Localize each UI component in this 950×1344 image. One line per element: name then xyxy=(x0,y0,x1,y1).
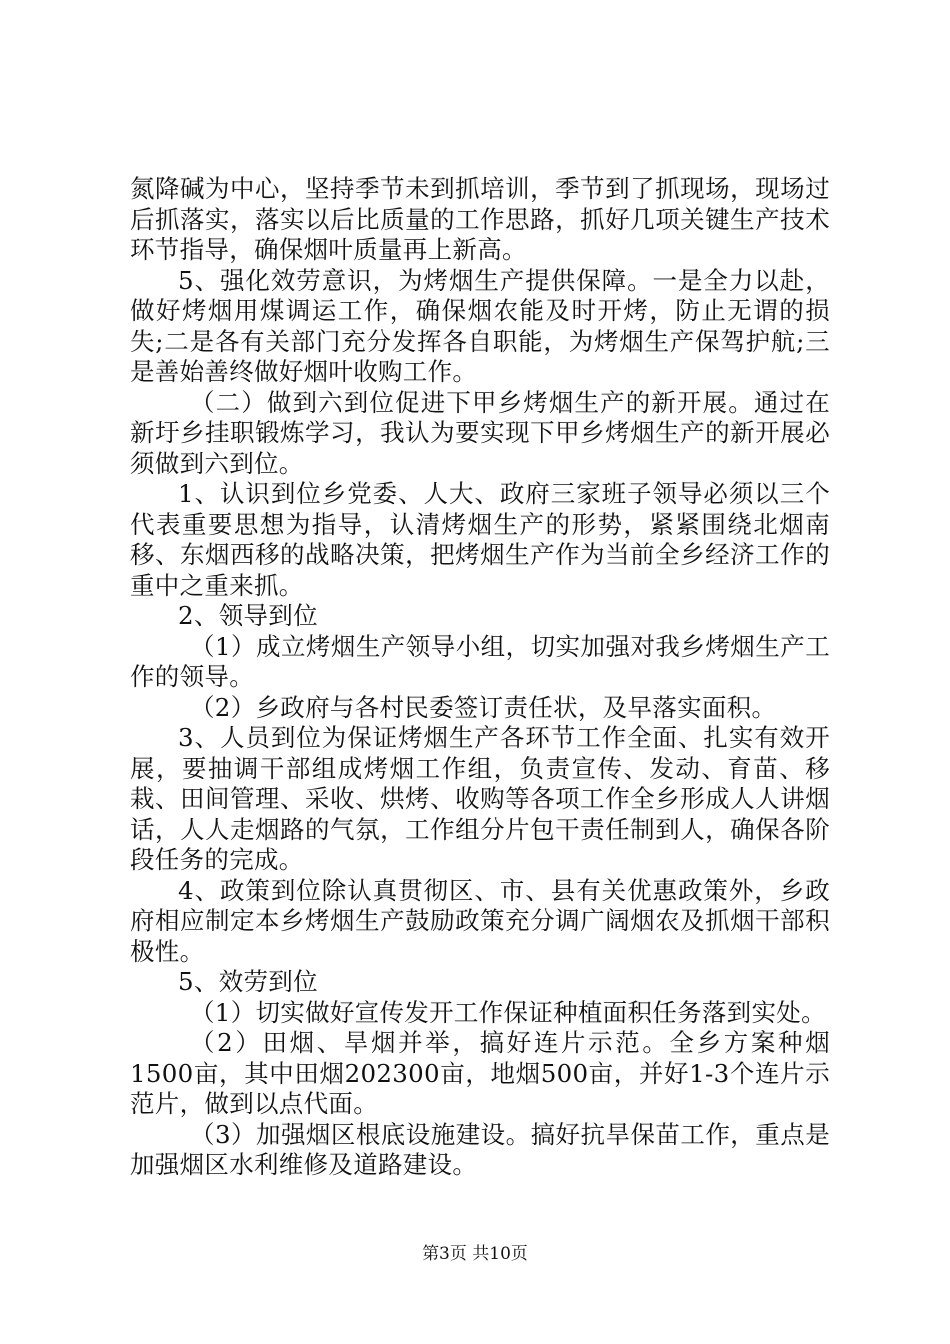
paragraph: （3）加强烟区根底设施建设。搞好抗旱保苗工作，重点是加强烟区水利维修及道路建设。 xyxy=(130,1119,830,1179)
paragraph: 5、强化效劳意识，为烤烟生产提供保障。一是全力以赴，做好烤烟用煤调运工作，确保烟农能及时开烤，防止无谓的损失;二是各有关部门充分发挥各自职能，为烤烟生产保驾护航;三是善始善终做好烟叶收购工作。 xyxy=(130,265,830,386)
page-number: 第3页 共10页 xyxy=(422,1244,528,1264)
paragraph: 4、政策到位除认真贯彻区、市、县有关优惠政策外，乡政府相应制定本乡烤烟生产鼓励政策充分调广阔烟农及抓烟干部积极性。 xyxy=(130,875,830,966)
paragraph: 氮降碱为中心，坚持季节未到抓培训，季节到了抓现场，现场过后抓落实，落实以后比质量的工作思路，抓好几项关键生产技术环节指导，确保烟叶质量再上新高。 xyxy=(130,174,830,264)
paragraph: 2、领导到位 xyxy=(178,601,318,630)
paragraph: （2）田烟、旱烟并举，搞好连片示范。全乡方案种烟1500亩，其中田烟202300亩，地烟500亩，并好1-3个连片示范片，做到以点代面。 xyxy=(130,1028,830,1118)
paragraph: （二）做到六到位促进下甲乡烤烟生产的新开展。通过在新圩乡挂职锻炼学习，我认为要实现下甲乡烤烟生产的新开展必须做到六到位。 xyxy=(130,387,830,478)
document-body xyxy=(130,174,830,1181)
paragraph: 5、效劳到位 xyxy=(178,967,318,996)
paragraph: （1）切实做好宣传发开工作保证种植面积任务落到实处。 xyxy=(190,997,826,1027)
paragraph: 1、认识到位乡党委、人大、政府三家班子领导必须以三个代表重要思想为指导，认清烤烟生产的形势，紧紧围绕北烟南移、东烟西移的战略决策，把烤烟生产作为当前全乡经济工作的重中之重来抓。 xyxy=(130,479,830,600)
paragraph: （2）乡政府与各村民委签订责任状，及早落实面积。 xyxy=(190,692,777,722)
paragraph: （1）成立烤烟生产领导小组，切实加强对我乡烤烟生产工作的领导。 xyxy=(130,631,830,691)
paragraph: 3、人员到位为保证烤烟生产各环节工作全面、扎实有效开展，要抽调干部组成烤烟工作组，负责宣传、发动、育苗、移栽、田间管理、采收、烘烤、收购等各项工作全乡形成人人讲烟话，人人走烟路的气氛，工作组分片包干责任制到人，确保各阶段任务的完成。 xyxy=(130,723,830,874)
page-footer xyxy=(0,1244,950,1264)
